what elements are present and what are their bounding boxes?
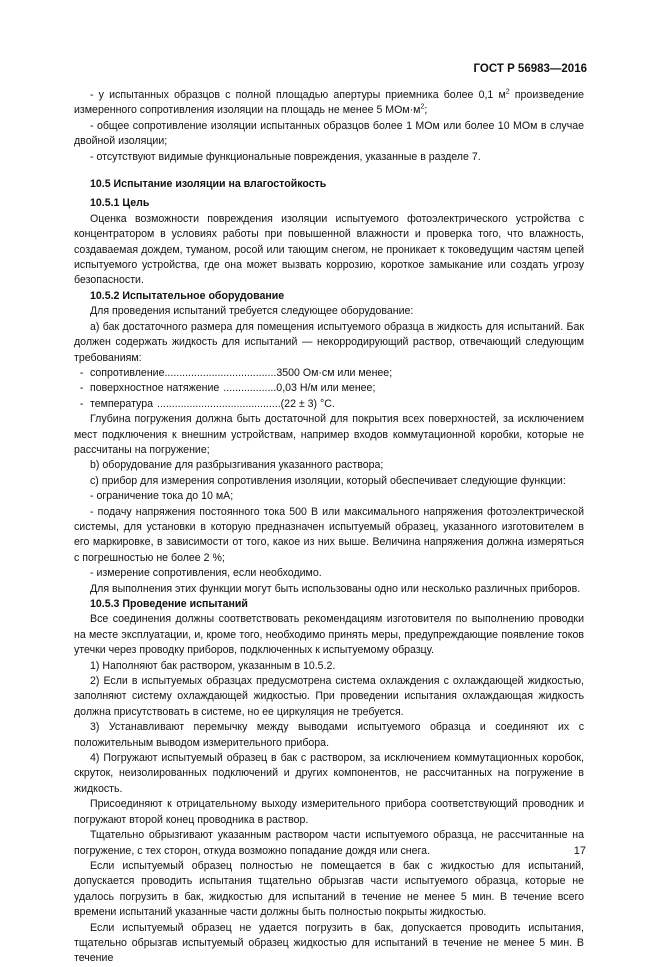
spec-value: 3500 Ом·см или менее; — [276, 366, 393, 379]
spec-value: (22 ± 3) °С. — [280, 397, 335, 410]
spec-row: - температура .......................................... (22 ± 3) °С. — [74, 397, 584, 412]
step-1: 1) Наполняют бак раствором, указанным в 10.5.2. — [90, 659, 336, 672]
spec-row: - поверхностное натяжение .................. 0,03 Н/м или менее; — [74, 381, 584, 396]
standard-header: ГОСТ Р 56983—2016 — [473, 63, 587, 75]
multiple-instruments-paragraph: Для выполнения этих функции могут быть использованы одно или несколько различных приборов. — [90, 582, 581, 595]
not-fit-paragraph: Если испытуемый образец полностью не помещается в бак с жидкостью для испытаний, допускается проводить испытания тщательно обрызгав части испытуемого образца, которые не удалось погрузить в бак, жидкостью для испытаний в течение не менее 5 мин. В течение всего времени испытаний указанные части должны быть полностью покрыты жидкостью. — [74, 859, 584, 919]
equipment-item-a: а) бак достаточного размера для помещения испытуемого образца в жидкость для испытаний. Бак должен содержать жидкость для испытаний — некорродирующий раствор, отвечающий следующим требованиям: — [74, 320, 584, 364]
section-heading-10-5-2: 10.5.2 Испытательное оборудование — [90, 289, 285, 302]
spec-label: сопротивление — [90, 366, 165, 379]
spec-value: 0,03 Н/м или менее; — [276, 382, 376, 395]
function-current-limit: - ограничение тока до 10 мА; — [90, 490, 234, 503]
spec-dots: ...................................... — [164, 366, 277, 379]
section-heading-10-5-3: 10.5.3 Проведение испытаний — [90, 598, 248, 610]
criterion-total-resistance: - общее сопротивление изоляции испытанных образцов более 1 МОм или более 10 МОм в случае двойной изоляции; — [74, 119, 584, 148]
section-heading-10-5-1: 10.5.1 Цель — [90, 197, 150, 210]
goal-paragraph: Оценка возможности повреждения изоляции испытуемого фотоэлектрического устройства с концентратором в условиях работы при повышенной влажности и проверка того, что влажность, создаваемая дождем, туманом, росой или тающим снегом, не проникает к токоведущим частям цепей испытуемого устройства, где она может вызвать коррозию, короткое замыкание или создать угрозу безопасности. — [74, 212, 584, 287]
spec-label: температура — [90, 397, 154, 410]
section-heading-10-5: 10.5 Испытание изоляции на влагостойкость — [90, 178, 327, 191]
spec-dots: .................. — [223, 382, 277, 395]
criterion-no-damage: - отсутствуют видимые функциональные повреждения, указанные в разделе 7. — [90, 150, 481, 163]
equipment-item-c: с) прибор для измерения сопротивления изоляции, который обеспечивает следующие функции: — [90, 474, 566, 487]
equipment-intro: Для проведения испытаний требуется следующее оборудование: — [90, 305, 414, 318]
step-3: 3) Устанавливают перемычку между выводами испытуемого образца и соединяют их с положительным выводом измерительного прибора. — [74, 721, 584, 749]
spec-dots: .......................................... — [157, 397, 281, 410]
negative-output-paragraph: Присоединяют к отрицательному выходу измерительного прибора соответствующий проводник и погружают второй конец проводника в раствор. — [74, 798, 584, 826]
connections-paragraph: Все соединения должны соответствовать рекомендациям изготовителя по выполнению проводки на месте эксплуатации, и, кроме того, необходимо принять меры, предупреждающие появление токов утечки через проводку приборов, подключенных к испытуемому образцу. — [74, 613, 584, 657]
spec-row: - сопротивление ...................................... 3500 Ом·см или менее; — [74, 366, 584, 381]
page-number: 17 — [573, 845, 586, 857]
cannot-immerse-paragraph: Если испытуемый образец не удается погрузить в бак, допускается проводить испытания, тщательно обрызгав испытуемый образец жидкостью для испытаний в течение не менее 5 мин. В течение — [74, 921, 584, 965]
criterion-insulation-area: - у испытанных образцов с полной площадью апертуры приемника более 0,1 $м^2$ произведение измеренного сопротивления изоляции на площадь не менее 5 $МОм\cdot м^2$; — [74, 88, 585, 117]
function-voltage: - подачу напряжения постоянного тока 500 В или максимального напряжения фотоэлектрической системы, для установки в которую предназначен испытуемый образец, указанного изготовителем в его маркировке, в зависимости от того, какое из них выше. Величина напряжения должна измеряться с погрешностью не более 2 %; — [74, 505, 584, 564]
step-2: 2) Если в испытуемых образцах предусмотрена система охлаждения с охлаждающей жидкостью, заполняют систему охлаждающей жидкостью. При проведении испытания охлаждающая жидкость должна присутствовать в системе, но ее циркуляция не требуется. — [74, 675, 584, 718]
spray-paragraph: Тщательно обрызгивают указанным раствором части испытуемого образца, не рассчитанные на погружение, с тех сторон, откуда возможно попадание дождя или снега. — [74, 829, 584, 857]
spec-label: поверхностное натяжение — [90, 382, 220, 395]
step-4: 4) Погружают испытуемый образец в бак с раствором, за исключением коммутационных коробок, скруток, неизолированных подключений и других компонентов, не рассчитанных на погружение в жидкость. — [74, 752, 584, 795]
document-body — [74, 88, 584, 967]
equipment-item-b: b) оборудование для разбрызгивания указанного раствора; — [90, 459, 384, 472]
function-measure: - измерение сопротивления, если необходимо. — [90, 567, 322, 580]
depth-paragraph: Глубина погружения должна быть достаточной для покрытия всех поверхностей, за исключением мест подключения к внешним устройствам, например входов коммутационной коробки, которые не рассчитаны на погружение; — [74, 413, 584, 456]
